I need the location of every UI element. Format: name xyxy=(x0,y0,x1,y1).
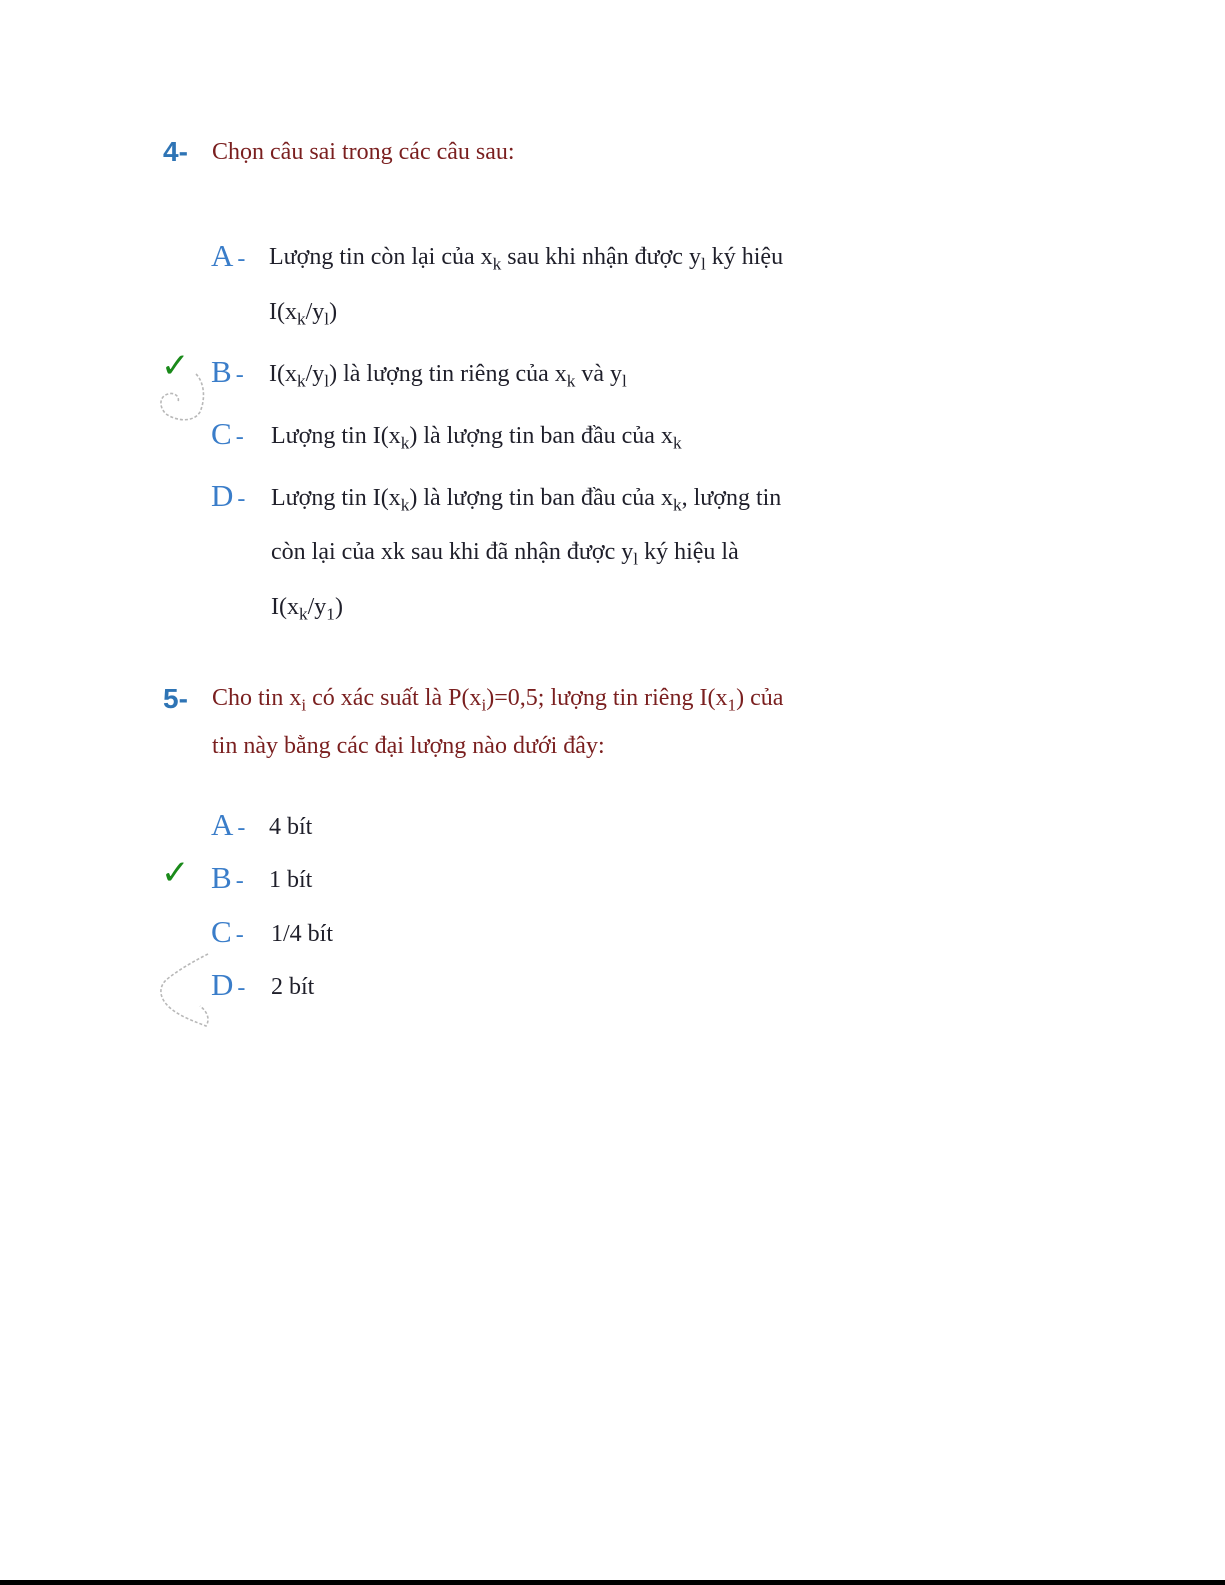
option-dash: - xyxy=(235,362,244,388)
question-5-prompt-line2: tin này bằng các đại lượng nào dưới đây: xyxy=(212,733,605,759)
q4-option-c-label xyxy=(211,416,244,452)
option-dash: - xyxy=(235,868,244,894)
option-dash: - xyxy=(237,486,246,512)
option-letter: A xyxy=(211,238,234,273)
option-letter: C xyxy=(211,416,232,451)
q5-option-d-text: 2 bít xyxy=(271,974,315,1000)
question-5-number: 5- xyxy=(163,683,188,714)
q5-option-c-text: 1/4 bít xyxy=(271,921,334,947)
q4-handdrawn-mark-icon xyxy=(156,366,208,424)
question-4-prompt: Chọn câu sai trong các câu sau: xyxy=(212,139,515,165)
q4-option-c-line1: Lượng tin $I(x_k)$ là lượng tin ban đầu của $x_k$ xyxy=(271,423,682,453)
q4-option-b-line1: $I(x_k/y_l)$ là lượng tin riêng của $x_k$ và $y_l$ xyxy=(269,361,627,391)
q4-option-d-line2: còn lại của xk sau khi đã nhận được $y_l$ ký hiệu là xyxy=(271,539,739,569)
q4-option-d-line3: $I(x_k/y_1)$ xyxy=(271,594,343,624)
q4-option-a-line1: Lượng tin còn lại của $x_k$ sau khi nhận được $y_l$ ký hiệu xyxy=(269,244,784,274)
bottom-edge-bar xyxy=(0,1580,1225,1585)
q4-option-a-line2: $I(x_k/y_l)$ xyxy=(269,299,338,329)
q4-option-d-label xyxy=(211,478,245,514)
q4-option-b-label xyxy=(211,354,244,390)
option-dash: - xyxy=(237,815,246,841)
q5-option-a-text: 4 bít xyxy=(269,814,313,840)
q4-option-d-line1: Lượng tin $I(x_k)$ là lượng tin ban đầu của $x_k$, lượng tin xyxy=(271,485,782,515)
option-dash: - xyxy=(237,975,246,1001)
q5-option-a-label xyxy=(211,807,245,843)
q5-correct-check-icon: ✓ xyxy=(161,853,190,893)
q4-correct-check-icon: ✓ xyxy=(161,346,190,386)
question-5-prompt-line1: Cho tin $x_i$ có xác suất là $P(x_i)=0,5$; lượng tin riêng $I(x_1)$ của xyxy=(212,685,784,715)
option-dash: - xyxy=(235,922,244,948)
q5-option-c-label xyxy=(211,914,244,950)
q5-option-d-label xyxy=(211,967,245,1003)
option-letter: B xyxy=(211,860,232,895)
q5-option-b-text: 1 bít xyxy=(269,867,313,893)
q4-option-a-label xyxy=(211,238,245,274)
option-letter: D xyxy=(211,478,234,513)
q5-handdrawn-mark-icon xyxy=(156,950,216,1030)
option-letter: D xyxy=(211,967,234,1002)
q5-option-b-label xyxy=(211,860,244,896)
question-4-number: 4- xyxy=(163,136,188,167)
option-letter: A xyxy=(211,807,234,842)
option-letter: B xyxy=(211,354,232,389)
option-letter: C xyxy=(211,914,232,949)
option-dash: - xyxy=(235,424,244,450)
option-dash: - xyxy=(237,246,246,272)
